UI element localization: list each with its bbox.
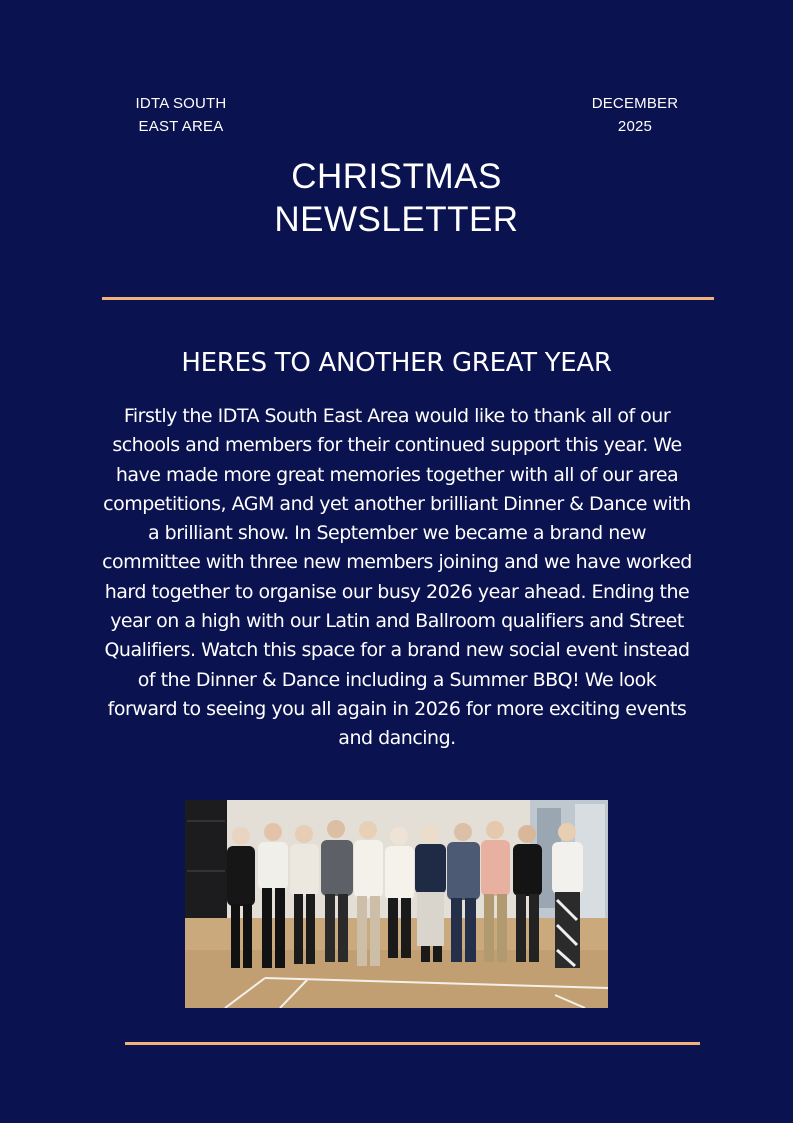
organisation-label	[121, 92, 241, 138]
title-line-2: NEWSLETTER	[274, 200, 519, 239]
organisation-line-2: EAST AREA	[138, 118, 224, 135]
section-body: Firstly the IDTA South East Area would like to thank all of our schools and members for their continued support this year. We have made more great memories together with all of our area competitions, AGM and yet another brilliant Dinner & Dance with a brilliant show. In September we became a brand new committee with three new members joining and we have worked hard together to organise our busy 2026 year ahead. Ending the year on a high with our Latin and Ballroom qualifiers and Street Qualifiers. Watch this space for a brand new social event instead of the Dinner & Dance including a Summer BBQ! We look forward to seeing you all again in 2026 for more exciting events and dancing.	[102, 405, 692, 750]
section-heading: HERES TO ANOTHER GREAT YEAR	[181, 348, 612, 378]
photo-people	[227, 820, 583, 968]
page-title	[0, 155, 793, 241]
title-line-1: CHRISTMAS	[291, 157, 502, 196]
organisation-line-1: IDTA SOUTH	[135, 95, 227, 112]
issue-year: 2025	[617, 118, 653, 135]
top-divider	[102, 297, 714, 300]
issue-month: DECEMBER	[591, 95, 679, 112]
committee-group-photo	[185, 800, 608, 1008]
issue-date	[575, 92, 695, 138]
bottom-divider	[125, 1042, 700, 1045]
